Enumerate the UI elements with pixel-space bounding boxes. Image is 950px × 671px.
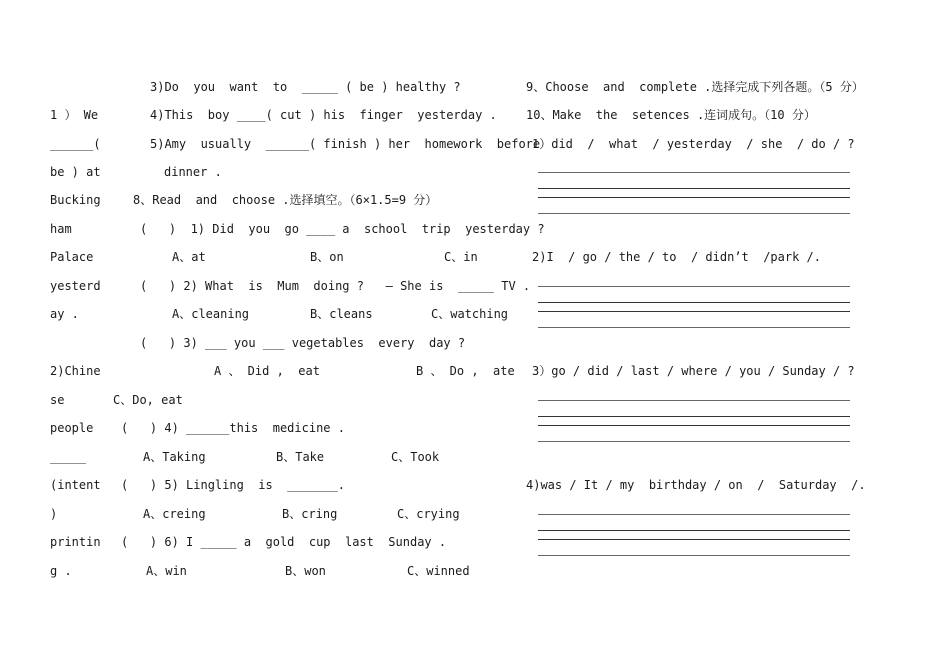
choice-option: B、Take xyxy=(276,450,325,464)
choice-item-stem: ( ) 3) ___ you ___ vegetables every day ? xyxy=(140,336,466,350)
choice-item-stem: ( ) 2) What is Mum doing ? — She is _____ TV . xyxy=(140,279,531,293)
answer-line[interactable] xyxy=(538,555,850,556)
left-line: (intent xyxy=(50,478,101,492)
left-line: yesterd xyxy=(50,279,101,293)
choice-option: A、at xyxy=(172,250,206,264)
left-line: ham xyxy=(50,222,72,236)
left-line: ay . xyxy=(50,307,79,321)
answer-line[interactable] xyxy=(538,197,850,198)
choice-option: B 、 Do , ate xyxy=(416,364,515,378)
left-line: printin xyxy=(50,535,101,549)
left-line: se xyxy=(50,393,65,407)
choice-item-stem: ( ) 4) ______this medicine . xyxy=(121,421,345,435)
answer-line[interactable] xyxy=(538,416,850,417)
question-3: 3)Do you want to _____ ( be ) healthy ? xyxy=(150,80,461,94)
answer-line[interactable] xyxy=(538,311,850,312)
choice-option: A、Taking xyxy=(143,450,206,464)
section-9-title: 9、Choose and complete .选择完成下列各题。（5 分） xyxy=(526,80,864,94)
left-line: _____ xyxy=(50,450,87,464)
answer-line[interactable] xyxy=(538,530,850,531)
question-5-continued: dinner . xyxy=(164,165,222,179)
answer-line[interactable] xyxy=(538,400,850,401)
choice-option: C、Took xyxy=(391,450,440,464)
scrambled-sentence: 2)I / go / the / to / didn’t /park /. xyxy=(532,250,821,264)
choice-item-stem: ( ) 5) Lingling is _______. xyxy=(121,478,345,492)
left-line: g . xyxy=(50,564,72,578)
left-line: Bucking xyxy=(50,193,101,207)
left-line: Palace xyxy=(50,250,94,264)
choice-option: A、cleaning xyxy=(172,307,250,321)
question-4: 4)This boy ____( cut ) his finger yesterday . xyxy=(150,108,497,122)
left-line: 1 ） We xyxy=(50,108,99,122)
choice-option: C、watching xyxy=(431,307,509,321)
choice-item-stem: ( ) 1) Did you go ____ a school trip yesterday ? xyxy=(140,222,545,236)
answer-line[interactable] xyxy=(538,172,850,173)
scrambled-sentence: 3）go / did / last / where / you / Sunday / ? xyxy=(532,364,855,378)
choice-option: B、on xyxy=(310,250,344,264)
choice-option: C、Do, eat xyxy=(113,393,183,407)
left-line: ) xyxy=(50,507,58,521)
left-line: ______( xyxy=(50,137,101,151)
answer-line[interactable] xyxy=(538,302,850,303)
choice-option: A、win xyxy=(146,564,187,578)
question-5: 5)Amy usually ______( finish ) her homework before xyxy=(150,137,541,151)
left-line: be ) at xyxy=(50,165,101,179)
scrambled-sentence: 1）did / what / yesterday / she / do / ? xyxy=(532,137,855,151)
answer-line[interactable] xyxy=(538,425,850,426)
answer-line[interactable] xyxy=(538,188,850,189)
choice-option: B、won xyxy=(285,564,326,578)
choice-option: C、winned xyxy=(407,564,470,578)
answer-line[interactable] xyxy=(538,539,850,540)
section-8-title: 8、Read and choose .选择填空。（6×1.5=9 分） xyxy=(133,193,438,207)
choice-option: B、cleans xyxy=(310,307,373,321)
choice-option: A、creing xyxy=(143,507,206,521)
choice-option: C、crying xyxy=(397,507,460,521)
scrambled-sentence: 4)was / It / my birthday / on / Saturday /. xyxy=(526,478,866,492)
choice-option: B、cring xyxy=(282,507,338,521)
choice-item-stem: ( ) 6) I _____ a gold cup last Sunday . xyxy=(121,535,447,549)
choice-option: C、in xyxy=(444,250,478,264)
answer-line[interactable] xyxy=(538,286,850,287)
left-line: people xyxy=(50,421,94,435)
left-line: 2)Chine xyxy=(50,364,101,378)
choice-option: A 、 Did , eat xyxy=(214,364,320,378)
answer-line[interactable] xyxy=(538,514,850,515)
answer-line[interactable] xyxy=(538,441,850,442)
answer-line[interactable] xyxy=(538,213,850,214)
answer-line[interactable] xyxy=(538,327,850,328)
section-10-title: 10、Make the setences .连词成句。（10 分） xyxy=(526,108,816,122)
